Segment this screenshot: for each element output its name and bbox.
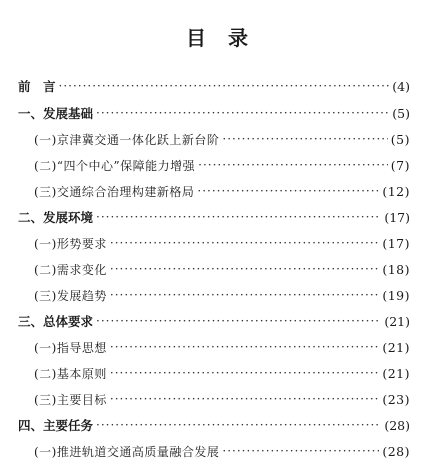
toc-entry[interactable] (34, 259, 410, 279)
toc-entry-page: (5) (390, 131, 410, 147)
title-char: 录 (228, 26, 250, 50)
toc-entry-page: (19) (382, 287, 410, 303)
toc-entry[interactable] (18, 103, 410, 123)
toc-entry-label: 二、发展环境 (18, 210, 94, 225)
toc-entry-label: 前 言 (18, 79, 56, 94)
toc-leader-dots (222, 132, 387, 146)
toc-entry-page: (17) (384, 209, 410, 225)
toc-entry-page: (5) (392, 105, 410, 121)
toc-entry-label: (一)形势要求 (34, 236, 107, 251)
toc-entry-page: (28) (384, 417, 410, 433)
toc-entry-label: 三、总体要求 (18, 314, 94, 329)
toc-entry[interactable] (18, 311, 410, 331)
toc-entry-page: (17) (382, 235, 410, 251)
toc-entry-page: (21) (384, 313, 410, 329)
toc-leader-dots (110, 236, 379, 250)
toc-entry[interactable] (34, 337, 410, 357)
toc-entry-label: (二)需求变化 (34, 262, 107, 277)
toc-entry-page: (4) (392, 78, 410, 94)
toc-leader-dots (197, 184, 379, 198)
toc-entry-label: (三)发展趋势 (34, 288, 107, 303)
toc-entry[interactable] (34, 233, 410, 253)
toc-entry[interactable] (34, 129, 410, 149)
toc-leader-dots (198, 158, 388, 172)
toc-entry-label: 一、发展基础 (18, 106, 94, 121)
toc-entry-label: (一)推进轨道交通高质量融合发展 (34, 444, 220, 459)
toc-entry[interactable] (34, 363, 410, 383)
toc-entry-page: (18) (382, 261, 410, 277)
toc-entry-label: (一)京津冀交通一体化跃上新台阶 (34, 132, 220, 147)
title-char: 目 (186, 26, 208, 50)
toc-entry-page: (21) (382, 339, 410, 355)
toc-entry[interactable] (18, 76, 410, 96)
toc-entry-label: (二)基本原则 (34, 366, 107, 381)
toc-leader-dots (96, 210, 381, 224)
toc-entry-page: (23) (382, 391, 410, 407)
toc-leader-dots (96, 314, 381, 328)
toc-entry-page: (7) (390, 157, 410, 173)
toc-entry-label: (二)“四个中心”保障能力增强 (34, 158, 196, 173)
toc-leader-dots (110, 392, 379, 406)
toc-entry-page: (12) (382, 183, 410, 199)
toc-entry-page: (21) (382, 365, 410, 381)
toc-leader-dots (222, 444, 379, 458)
toc-entry[interactable] (18, 207, 410, 227)
toc-leader-dots (110, 366, 379, 380)
toc-leader-dots (96, 418, 381, 432)
toc-entry-label: (三)交通综合治理构建新格局 (34, 184, 195, 199)
toc-entry[interactable] (34, 441, 410, 461)
toc-entry-label: (三)主要目标 (34, 392, 107, 407)
toc-entry-page: (28) (382, 443, 410, 459)
toc-entry-label: (一)指导思想 (34, 340, 107, 355)
toc-leader-dots (59, 79, 390, 93)
toc-leader-dots (96, 106, 389, 120)
toc-leader-dots (110, 262, 379, 276)
toc-entry[interactable] (18, 415, 410, 435)
toc-entry[interactable] (34, 181, 410, 201)
toc-entry[interactable] (34, 389, 410, 409)
toc-leader-dots (110, 340, 379, 354)
toc-leader-dots (110, 288, 379, 302)
toc-entry[interactable] (34, 155, 410, 175)
page-title (0, 22, 436, 51)
toc-entry-label: 四、主要任务 (18, 418, 94, 433)
toc-entry[interactable] (34, 285, 410, 305)
